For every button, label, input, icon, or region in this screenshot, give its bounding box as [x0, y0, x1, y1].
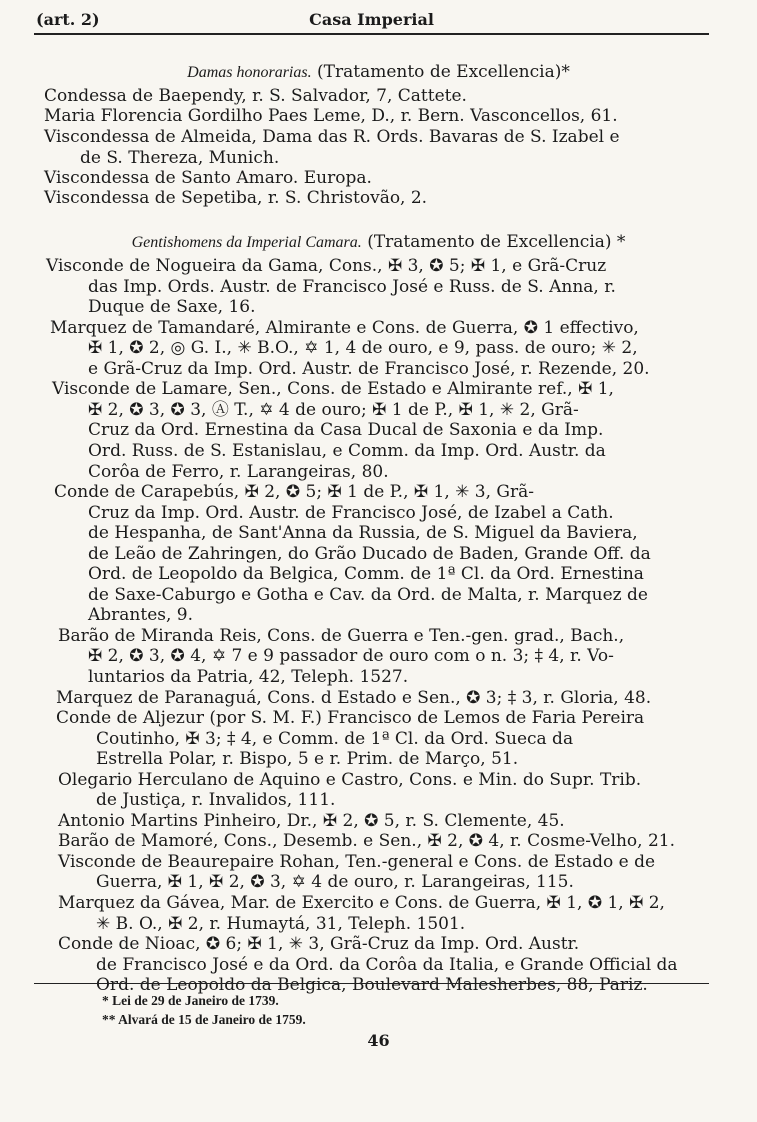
text-line: Barão de Miranda Reis, Cons. de Guerra e Ten.-gen. grad., Bach.,: [58, 626, 625, 646]
text-line: ✠ 2, ✪ 3, ✪ 4, ✡ 7 e 9 passador de ouro com o n. 3; ‡ 4, r. Vo-: [88, 646, 614, 666]
text-line: ✠ 2, ✪ 3, ✪ 3, Ⓐ T., ✡ 4 de ouro; ✠ 1 de P., ✠ 1, ✳ 2, Grã-: [88, 400, 579, 420]
text-line: Marquez de Tamandaré, Almirante e Cons. de Guerra, ✪ 1 effectivo,: [50, 318, 639, 338]
text-line: Conde de Carapebús, ✠ 2, ✪ 5; ✠ 1 de P., ✠ 1, ✳ 3, Grã-: [54, 482, 535, 502]
page-number: 46: [367, 1031, 390, 1050]
text-line: Olegario Herculano de Aquino e Castro, Cons. e Min. do Supr. Trib.: [58, 770, 642, 790]
footnote-1: * Lei de 29 de Janeiro de 1739.: [102, 993, 279, 1008]
text-line: Ord. de Leopoldo da Belgica, Boulevard Malesherbes, 88, Pariz.: [96, 975, 648, 995]
text-line: Antonio Martins Pinheiro, Dr., ✠ 2, ✪ 5, r. S. Clemente, 45.: [58, 811, 565, 831]
footnote-rule: [34, 983, 709, 984]
text-line: Ord. Russ. de S. Estanislau, e Comm. da Imp. Ord. Austr. da: [88, 441, 606, 461]
text-line: Viscondessa de Almeida, Dama das R. Ords. Bavaras de S. Izabel e: [44, 127, 620, 147]
heading-rest: (Tratamento de Excellencia)*: [317, 62, 570, 82]
text-line: Marquez da Gávea, Mar. de Exercito e Cons. de Guerra, ✠ 1, ✪ 1, ✠ 2,: [58, 893, 665, 913]
text-line: e Grã-Cruz da Imp. Ord. Austr. de Francisco José, r. Rezende, 20.: [88, 359, 650, 379]
text-line: de S. Thereza, Munich.: [80, 148, 280, 168]
text-line: Corôa de Ferro, r. Larangeiras, 80.: [88, 462, 389, 482]
article-ref: (art. 2): [36, 10, 100, 29]
text-line: luntarios da Patria, 42, Teleph. 1527.: [88, 667, 409, 687]
text-line: Visconde de Lamare, Sen., Cons. de Estado e Almirante ref., ✠ 1,: [52, 379, 614, 399]
text-line: Marquez de Paranaguá, Cons. d Estado e Sen., ✪ 3; ‡ 3, r. Gloria, 48.: [56, 688, 652, 708]
text-line: Ord. de Leopoldo da Belgica, Comm. de 1ª Cl. da Ord. Ernestina: [88, 564, 644, 584]
text-line: Estrella Polar, r. Bispo, 5 e r. Prim. de Março, 51.: [96, 749, 519, 769]
text-line: Visconde de Beaurepaire Rohan, Ten.-general e Cons. de Estado e de: [58, 852, 656, 872]
text-line: de Justiça, r. Invalidos, 111.: [96, 790, 336, 810]
running-header: [36, 8, 707, 30]
text-line: Abrantes, 9.: [88, 605, 194, 625]
text-line: Viscondessa de Santo Amaro. Europa.: [44, 168, 372, 188]
text-line: das Imp. Ords. Austr. de Francisco José e Russ. de S. Anna, r.: [88, 277, 616, 297]
section-heading-damas: [0, 62, 757, 82]
text-line: Duque de Saxe, 16.: [88, 297, 256, 317]
heading-italic: Gentishomens da Imperial Camara.: [131, 234, 362, 251]
footnote-2: ** Alvará de 15 de Janeiro de 1759.: [102, 1012, 306, 1027]
text-line: Barão de Mamoré, Cons., Desemb. e Sen., ✠ 2, ✪ 4, r. Cosme-Velho, 21.: [58, 831, 676, 851]
text-line: de Hespanha, de Sant'Anna da Russia, de S. Miguel da Baviera,: [88, 523, 638, 543]
text-line: ✠ 1, ✪ 2, ◎ G. I., ✳ B.O., ✡ 1, 4 de ouro, e 9, pass. de ouro; ✳ 2,: [88, 338, 638, 358]
page-title: Casa Imperial: [309, 10, 434, 29]
header-rule: [34, 33, 709, 35]
text-line: Guerra, ✠ 1, ✠ 2, ✪ 3, ✡ 4 de ouro, r. Larangeiras, 115.: [96, 872, 574, 892]
heading-italic: Damas honorarias.: [187, 64, 312, 81]
text-line: Maria Florencia Gordilho Paes Leme, D., r. Bern. Vasconcellos, 61.: [44, 106, 618, 126]
text-line: Conde de Nioac, ✪ 6; ✠ 1, ✳ 3, Grã-Cruz da Imp. Ord. Austr.: [58, 934, 580, 954]
heading-rest: (Tratamento de Excellencia) *: [367, 232, 626, 252]
text-line: Condessa de Baependy, r. S. Salvador, 7, Cattete.: [44, 86, 467, 106]
text-line: Visconde de Nogueira da Gama, Cons., ✠ 3, ✪ 5; ✠ 1, e Grã-Cruz: [46, 256, 607, 276]
text-line: Viscondessa de Sepetiba, r. S. Christovão, 2.: [44, 188, 428, 208]
text-line: de Saxe-Caburgo e Gotha e Cav. da Ord. de Malta, r. Marquez de: [88, 585, 648, 605]
text-line: Cruz da Ord. Ernestina da Casa Ducal de Saxonia e da Imp.: [88, 420, 604, 440]
text-line: Coutinho, ✠ 3; ‡ 4, e Comm. de 1ª Cl. da Ord. Sueca da: [96, 729, 574, 749]
text-line: Conde de Aljezur (por S. M. F.) Francisco de Lemos de Faria Pereira: [56, 708, 645, 728]
text-line: de Leão de Zahringen, do Grão Ducado de Baden, Grande Off. da: [88, 544, 651, 564]
text-line: ✳ B. O., ✠ 2, r. Humaytá, 31, Teleph. 1501.: [96, 914, 466, 934]
section-heading-gentishomens: [0, 232, 757, 252]
text-line: Cruz da Imp. Ord. Austr. de Francisco José, de Izabel a Cath.: [88, 503, 614, 523]
text-line: de Francisco José e da Ord. da Corôa da Italia, e Grande Official da: [96, 955, 678, 975]
